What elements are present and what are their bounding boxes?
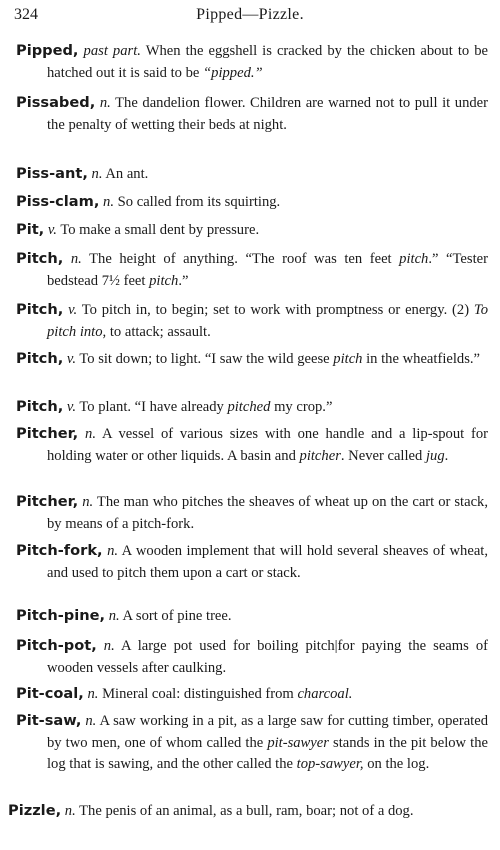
definition: To pitch in, to begin; set to work with promptness or energy. (2) — [81, 302, 474, 318]
entry-pit-coal — [16, 683, 488, 706]
headword: Pitch-fork, — [16, 542, 103, 559]
part-of-speech: n. — [103, 638, 115, 654]
headword: Pitch, — [16, 250, 64, 267]
entry-pitch-v-light — [16, 348, 488, 371]
definition: A vessel of various sizes with one handle and a lip-spout for holding water or other liquids. A basin and — [47, 426, 489, 464]
definition: The man who pitches the sheaves of wheat up on the cart or stack, by means of a pitch-fork. — [47, 494, 488, 532]
entry-pitch-n — [16, 248, 488, 292]
page-header — [14, 6, 486, 28]
definition: A large pot used for boiling pitch|for paying the seams of wooden vessels after caulking. — [47, 638, 488, 676]
entry-pit — [16, 219, 488, 242]
definition: When the eggshell is cracked by the chicken about to be hatched out it is said to be — [47, 43, 488, 81]
part-of-speech: v. — [68, 302, 78, 318]
definition: A saw working in a pit, as a large saw for cutting timber, operated by two men, one of whom called the — [47, 713, 489, 751]
headword: Pipped, — [16, 42, 79, 59]
definition-italic: pit-sawyer — [267, 734, 329, 751]
definition: A wooden implement that will hold several sheaves of wheat, and used to pitch them upon a cart or stack. — [47, 543, 488, 581]
entry-pissabed — [16, 92, 488, 136]
entry-pitch-pine — [16, 605, 488, 628]
definition: .” “Tester bedstead 7½ feet — [47, 251, 488, 289]
headword: Pit-coal, — [16, 685, 84, 702]
part-of-speech: past part. — [83, 43, 141, 59]
definition-italic: charcoal. — [297, 686, 353, 702]
definition: The height of anything. “The roof was ten feet — [89, 251, 400, 267]
part-of-speech: n. — [87, 686, 99, 702]
definition: Mineral coal: distinguished from — [102, 686, 298, 702]
headword: Pitcher, — [16, 425, 79, 442]
part-of-speech: n. — [85, 426, 96, 442]
entry-pit-saw — [16, 710, 488, 776]
part-of-speech: n. — [103, 194, 114, 210]
definition-italic: “pipped.” — [203, 64, 263, 81]
entry-piss-ant — [16, 163, 488, 186]
part-of-speech: n. — [82, 494, 94, 510]
definition: A sort of pine tree. — [122, 608, 232, 624]
definition: An ant. — [105, 166, 149, 182]
headword: Piss-ant, — [16, 165, 88, 182]
running-title: Pipped—Pizzle. — [196, 6, 304, 23]
headword: Pitch, — [16, 301, 64, 318]
definition-italic: pitch — [149, 272, 179, 289]
definition: .” — [178, 272, 189, 289]
headword: Pitch-pot, — [16, 637, 97, 654]
definition: The penis of an animal, as a bull, ram, boar; not of a dog. — [79, 803, 414, 819]
part-of-speech: n. — [64, 803, 76, 819]
part-of-speech: v. — [66, 399, 76, 415]
headword: Pitcher, — [16, 493, 79, 510]
headword: Pitch, — [16, 398, 64, 415]
part-of-speech: n. — [107, 543, 119, 559]
entry-pitcher-vessel — [16, 423, 488, 467]
definition: to attack; assault. — [106, 323, 211, 340]
definition: To plant. “I have already — [79, 399, 228, 415]
definition-italic: pitched — [227, 399, 271, 415]
entry-pitcher-man — [16, 491, 488, 535]
definition-italic: To pitch into, — [47, 302, 488, 340]
part-of-speech: n. — [70, 251, 82, 267]
definition: on the log. — [363, 756, 430, 772]
headword: Pit, — [16, 221, 45, 238]
entry-piss-clam — [16, 191, 488, 214]
entry-pitch-v-begin — [16, 299, 488, 343]
definition: in the wheatfields.” — [362, 351, 481, 367]
definition: To sit down; to light. “I saw the wild geese — [79, 351, 334, 367]
definition: . Never called — [340, 447, 426, 464]
headword: Piss-clam, — [16, 193, 100, 210]
part-of-speech: v. — [66, 351, 76, 367]
headword: Pissabed, — [16, 94, 96, 111]
headword: Pizzle, — [8, 802, 62, 819]
headword: Pitch, — [16, 350, 64, 367]
definition: To make a small dent by pressure. — [60, 222, 260, 238]
headword: Pitch-pine, — [16, 607, 106, 624]
definition: The dandelion flower. Children are warned not to pull it under the penalty of wetting their beds at night. — [47, 95, 489, 133]
part-of-speech: n. — [91, 166, 103, 182]
part-of-speech: n. — [108, 608, 120, 624]
definition-italic: pitch — [333, 351, 363, 367]
entry-pizzle — [8, 800, 488, 823]
page-number: 324 — [14, 6, 38, 23]
definition-italic: top-sawyer, — [296, 756, 364, 772]
headword: Pit-saw, — [16, 712, 82, 729]
definition-italic: jug — [425, 447, 445, 464]
definition: stands in the pit below the log that is sawing, and the other called the — [47, 734, 488, 772]
definition-italic: pitch — [399, 251, 429, 267]
part-of-speech: n. — [99, 95, 111, 111]
part-of-speech: n. — [85, 713, 97, 729]
entry-pitch-v-plant — [16, 396, 488, 419]
part-of-speech: v. — [47, 222, 57, 238]
definition-italic: pitcher — [299, 447, 341, 464]
entry-pipped — [16, 40, 488, 84]
entry-pitch-pot — [16, 635, 488, 679]
entry-pitch-fork — [16, 540, 488, 584]
definition: . — [444, 447, 449, 464]
definition: So called from its squirting. — [117, 194, 281, 210]
definition: my crop.” — [270, 399, 333, 415]
